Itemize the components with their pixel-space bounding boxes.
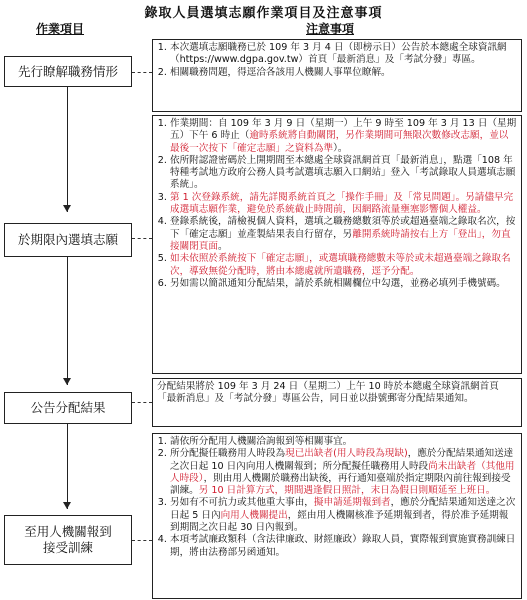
note-item xyxy=(170,436,517,448)
note-highlight-text: 第 1 次登錄系統，請先詳閱系統首頁之「操作手冊」及「常見問題」。另請儘早完成選填志願作業，避免於系統截止時間前，因網路流量壅塞影響個人權益。 xyxy=(170,191,514,216)
notes-list xyxy=(157,436,517,559)
note-text: 另如有不可抗力或其他重大事由， xyxy=(170,497,314,509)
note-highlight-text: 向用人機關提出 xyxy=(220,509,288,521)
note-highlight-text: 離開系統時請按右上方「登出」，勿直接關閉頁面 xyxy=(170,228,511,252)
notes-section-1 xyxy=(152,115,522,374)
note-item xyxy=(170,253,517,278)
note-highlight-text: 擬申請延期報到者 xyxy=(313,497,391,509)
note-text: 本項考試廉政類科（含法律廉政、財經廉政）錄取人員，實際報到實施實務訓練日期，將由法務部另函通知。 xyxy=(170,534,516,558)
step-understand-duties: 先行瞭解職務情形 xyxy=(4,56,132,87)
page-title: 錄取人員選填志願作業項目及注意事項 xyxy=(144,6,383,21)
note-item xyxy=(170,278,517,290)
note-highlight-text: 如未依照於系統按下「確定志願」，或選填職務總數未等於或未超過臺端之錄取名次，導致無從分配時，將由本總處就所遺職務，逕予分配。 xyxy=(170,253,511,277)
notes-list xyxy=(157,381,517,406)
note-text: ，則由用人機關於職務出缺後，再行通知臺端於指定期限內前往報到接受訓練。 xyxy=(170,472,511,497)
notes-section-3 xyxy=(152,433,522,599)
note-item xyxy=(170,42,517,67)
note-text: 另如需以簡訊通知分配結果，請於系統相關欄位中勾選，並務必填列手機號碼。 xyxy=(170,277,506,289)
note-item xyxy=(170,216,517,253)
note-highlight-text: 尚未出缺者（其他用人時段） xyxy=(170,460,515,484)
note-item xyxy=(170,118,517,155)
note-text: 依所附認證密碼於上開期間至本總處全球資訊網首頁「最新消息」，點選「108 年特種考試地方政府公務人員考試選填志願入口網站」登入「考試錄取人員選填志願系統」。 xyxy=(170,154,516,191)
notes-column-header: 注意事項 xyxy=(306,22,355,36)
connector-line xyxy=(132,540,152,541)
note-text: ，應於分配結果通知送達之次日起 10 日內向用人機關報到；所分配擬任職務用人時段 xyxy=(170,448,514,472)
note-highlight-text: 現已出缺者(用人時段為現缺) xyxy=(285,448,408,460)
flow-line xyxy=(67,86,68,212)
flow-line xyxy=(67,423,68,509)
connector-line xyxy=(132,402,152,403)
arrow-down-icon xyxy=(63,205,71,212)
notes-list xyxy=(157,118,517,290)
note-highlight-text: 另 10 日計算方式，期間遇逢假日照計，末日為假日則順延至上班日。 xyxy=(198,485,496,497)
note-item xyxy=(170,448,517,497)
arrow-down-icon xyxy=(63,378,71,385)
note-text: 所分配擬任職務用人時段為 xyxy=(170,448,286,460)
connector-line xyxy=(132,72,152,73)
note-text: ，經由用人機關核准予延期報到者，得於准予延期報到期間之次日起 30 日內報到。 xyxy=(170,509,509,534)
note-item xyxy=(170,155,517,192)
note-item xyxy=(170,497,517,534)
note-text: 。 xyxy=(217,240,228,252)
note-text: 分配結果將於 109 年 3 月 24 日（星期二）上午 10 時於本總處全球資訊網首頁「最新消息」及「考試分發」專區公告，同日並以掛號郵寄分配結果通知。 xyxy=(157,381,499,405)
note-item xyxy=(170,67,517,79)
note-item xyxy=(170,192,517,217)
steps-column-header: 作業項目 xyxy=(36,22,85,36)
note-text: 相關職務問題，得逕洽各該用人機關人事單位瞭解。 xyxy=(170,66,391,78)
connector-line xyxy=(132,238,152,239)
notes-section-0 xyxy=(152,39,522,112)
step-report-training: 至用人機關報到接受訓練 xyxy=(4,515,132,565)
note-text: ）。 xyxy=(333,142,348,154)
notes-section-2 xyxy=(152,378,522,427)
note-text: 請依所分配用人機關洽詢報到等相關事宜。 xyxy=(170,436,353,447)
step-announce-results: 公告分配結果 xyxy=(4,392,132,424)
note-item xyxy=(157,381,517,406)
note-text: 作業期間：自 109 年 3 月 9 日（星期一）上午 9 時至 109 年 3 月 13 日（星期五）下午 6 時止（ xyxy=(170,118,517,142)
note-text: 本次選填志願職務已於 109 年 3 月 4 日（即榜示日）公告於本總處全球資訊網（https://www.dgpa.gov.tw）首頁「最新消息」及「考試分發」專區。 xyxy=(170,42,507,66)
note-item xyxy=(170,534,517,559)
flow-line xyxy=(67,257,68,385)
step-fill-preferences: 於期限內選填志願 xyxy=(4,223,132,257)
note-text: ，應於分配結果通知送達之次日起 5 日內 xyxy=(170,497,516,521)
notes-list xyxy=(157,42,517,79)
note-text: 登錄系統後，請檢視個人資料，選填之職務總數須等於或超過臺端之錄取名次，按下「確定志願」並產製結果表自行留存，另 xyxy=(170,216,516,240)
note-highlight-text: 逾時系統將自動關閉，另作業期間可無限次數修改志願，並以最後一次按下「確定志願」之資料為準 xyxy=(170,130,509,154)
arrow-down-icon xyxy=(63,502,71,509)
